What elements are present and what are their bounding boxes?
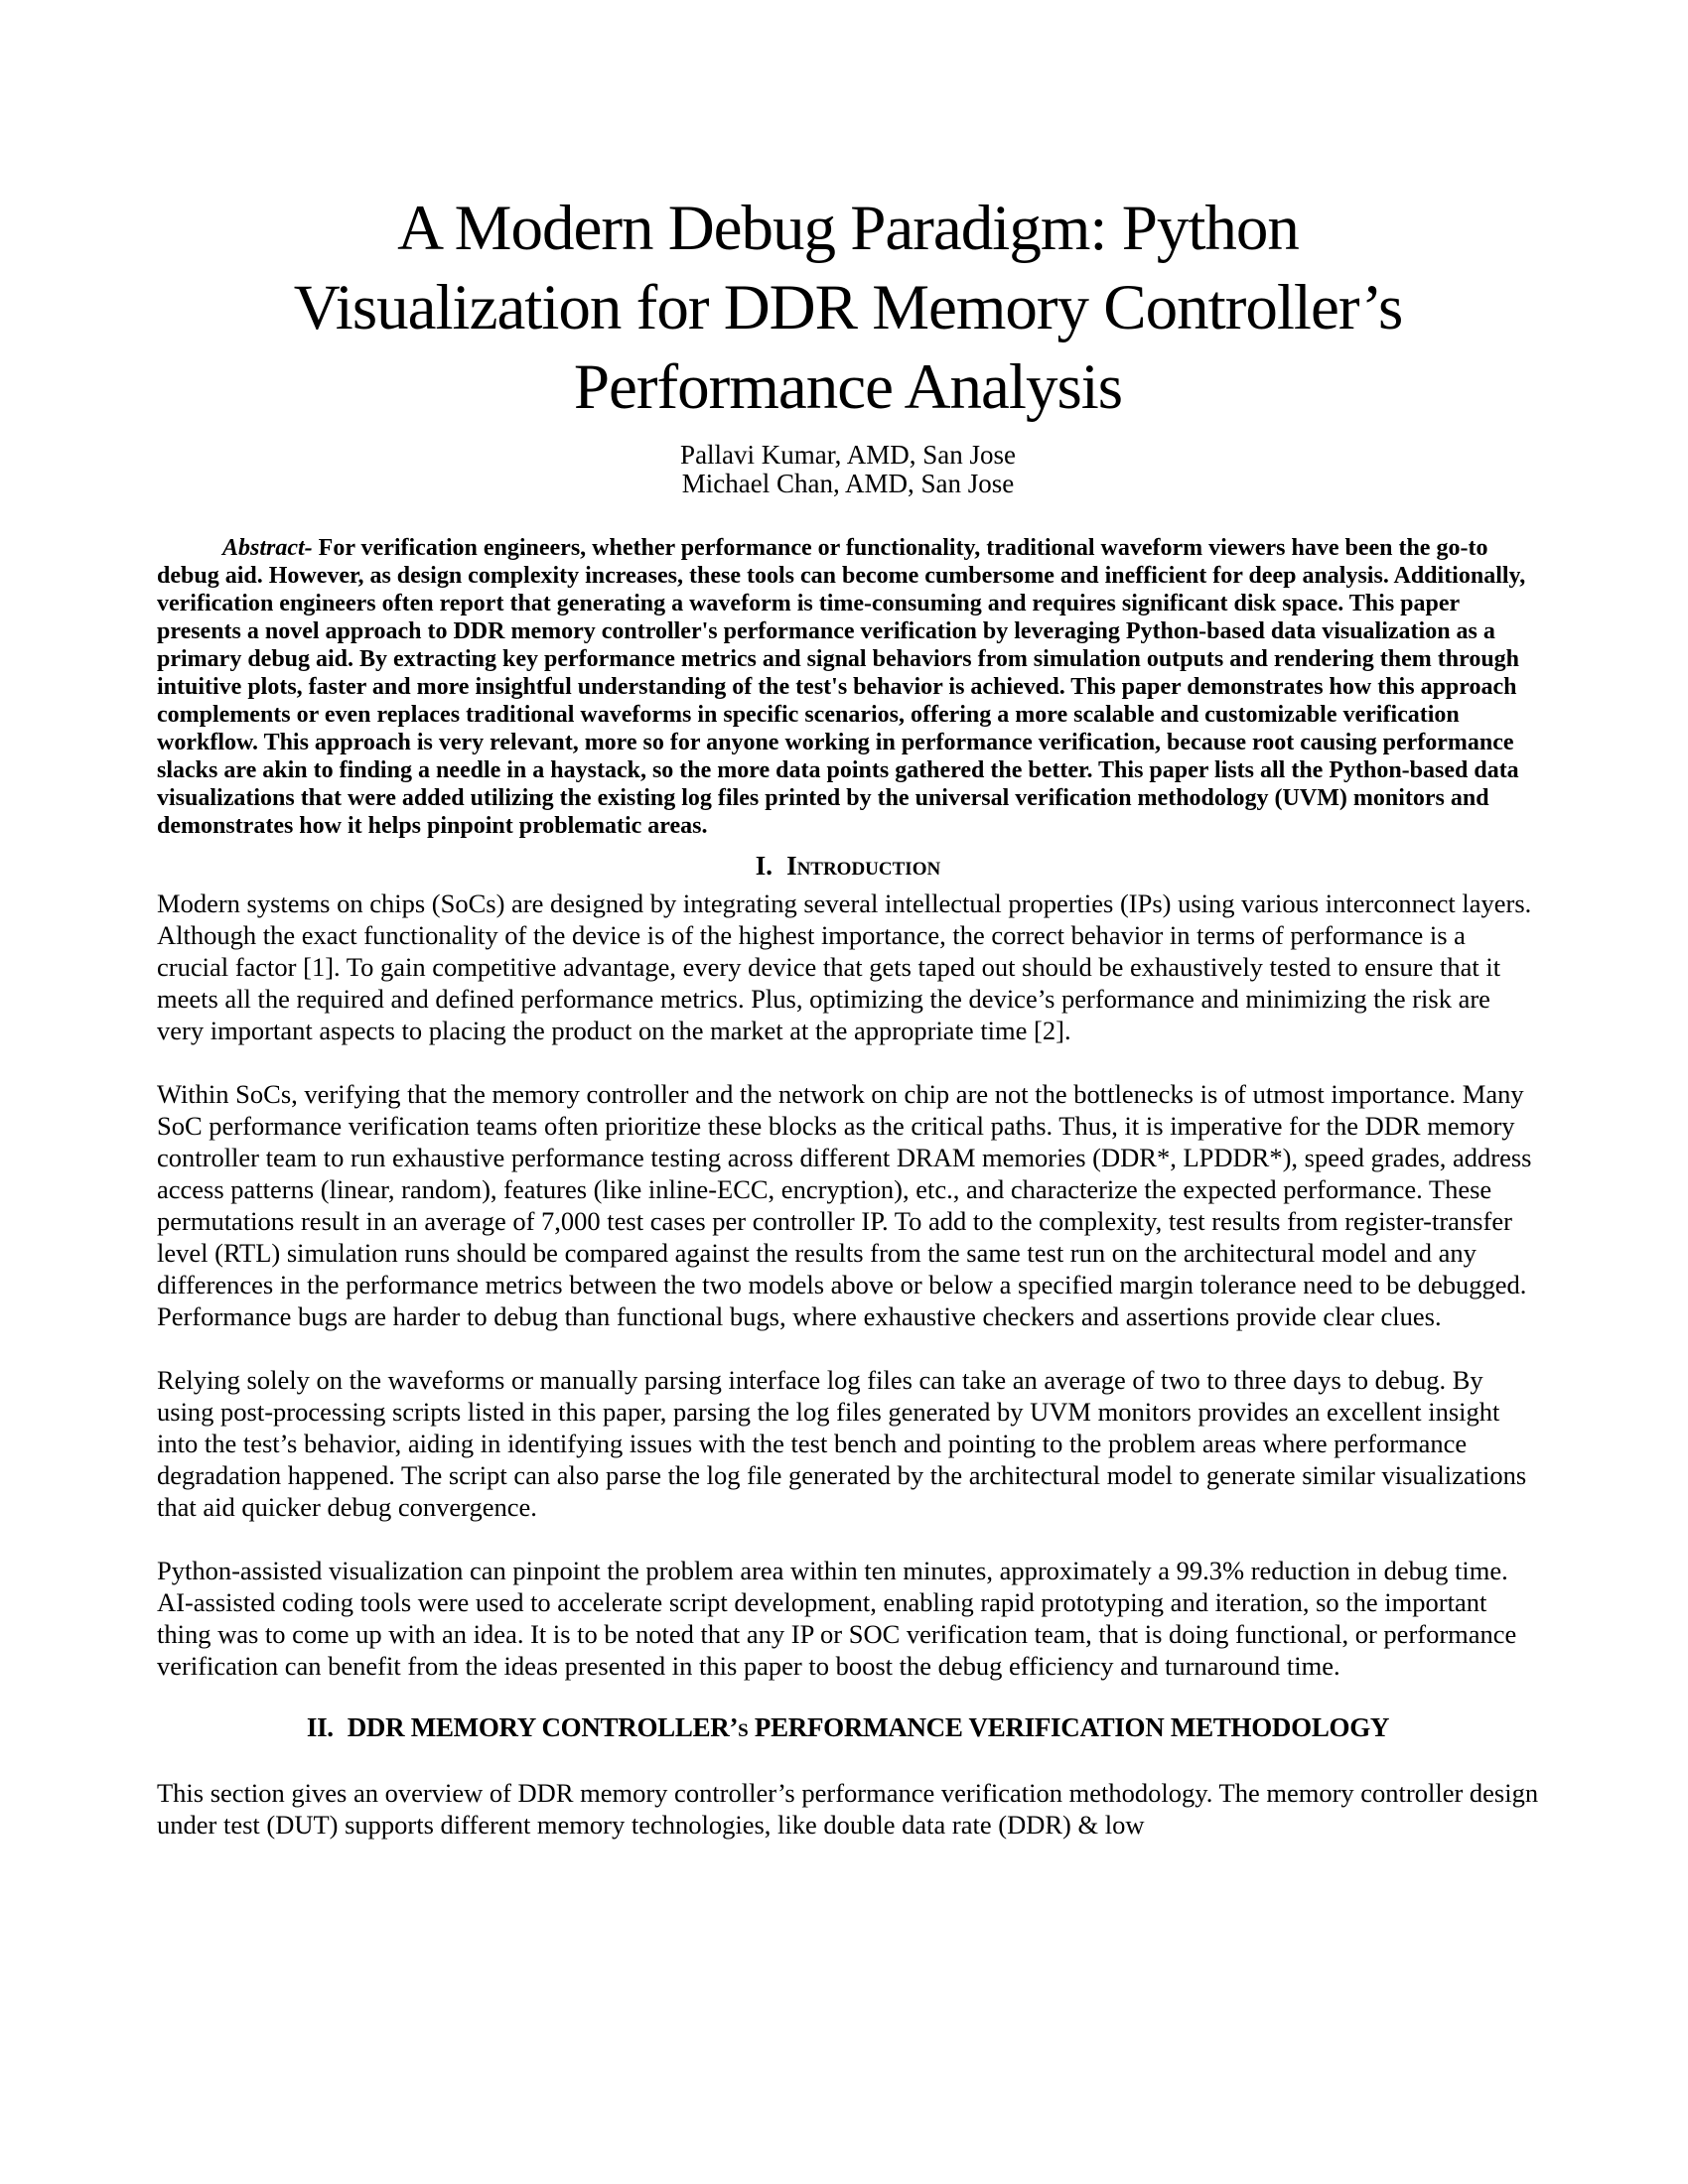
intro-paragraph-1: Modern systems on chips (SoCs) are designed by integrating several intellectual properties (IPs) using various interconnect layers. Although the exact functionality of the device is of the highest importance, the correct behavior in terms of performance is a crucial factor [1]. To gain competitive advantage, every device that gets taped out should be exhaustively tested to ensure that it meets all the required and defined performance metrics. Plus, optimizing the device’s performance and minimizing the risk are very important aspects to placing the product on the market at the appropriate time [2]. <box>157 888 1532 1045</box>
intro-paragraph-3: Relying solely on the waveforms or manually parsing interface log files can take an average of two to three days to debug. By using post-processing scripts listed in this paper, parsing the log files generated by UVM monitors provides an excellent insight into the test’s behavior, aiding in identifying issues with the test bench and pointing to the problem areas where performance degradation happened. The script can also parse the log file generated by the architectural model to generate similar visualizations that aid quicker debug convergence. <box>157 1365 1527 1522</box>
section-number: I. <box>755 851 774 881</box>
author-line-2: Michael Chan, AMD, San Jose <box>681 469 1015 498</box>
paper-title-line-2: Visualization for DDR Memory Controller’s <box>293 272 1403 343</box>
section-title: Introduction <box>786 851 941 881</box>
author-block <box>157 441 1539 498</box>
section-number: II. <box>306 1712 334 1742</box>
paper-title <box>157 189 1539 427</box>
paper-title-line-3: Performance Analysis <box>573 351 1123 423</box>
section-title: DDR MEMORY CONTROLLER’s PERFORMANCE VERIFICATION METHODOLOGY <box>347 1712 1390 1742</box>
abstract-label: Abstract- <box>222 535 313 561</box>
paper-title-line-1: A Modern Debug Paradigm: Python <box>397 193 1299 264</box>
abstract <box>157 534 1539 840</box>
intro-paragraph-4: Python-assisted visualization can pinpoint the problem area within ten minutes, approximately a 99.3% reduction in debug time. AI-assisted coding tools were used to accelerate script development, enabling rapid prototyping and iteration, so the important thing was to come up with an idea. It is to be noted that any IP or SOC verification team, that is doing functional, or performance verification can benefit from the ideas presented in this paper to boost the debug efficiency and turnaround time. <box>157 1556 1517 1681</box>
author-line-1: Pallavi Kumar, AMD, San Jose <box>680 440 1016 470</box>
section-heading-methodology <box>157 1711 1539 1743</box>
abstract-text: For verification engineers, whether performance or functionality, traditional waveform viewers have been the go-to debug aid. However, as design complexity increases, these tools can become cumbersome and inefficient for deep analysis. Additionally, verification engineers often report that generating a waveform is time-consuming and requires significant disk space. This paper presents a novel approach to DDR memory controller's performance verification by leveraging Python-based data visualization as a primary debug aid. By extracting key performance metrics and signal behaviors from simulation outputs and rendering them through intuitive plots, faster and more insightful understanding of the test's behavior is achieved. This paper demonstrates how this approach complements or even replaces traditional waveforms in specific scenarios, offering a more scalable and customizable verification workflow. This approach is very relevant, more so for anyone working in performance verification, because root causing performance slacks are akin to finding a needle in a haystack, so the more data points gathered the better. This paper lists all the Python-based data visualizations that were added utilizing the existing log files printed by the universal verification methodology (UVM) monitors and demonstrates how it helps pinpoint problematic areas. <box>157 535 1526 839</box>
section-heading-introduction <box>157 850 1539 882</box>
intro-paragraph-2: Within SoCs, verifying that the memory controller and the network on chip are not the bottlenecks is of utmost importance. Many SoC performance verification teams often prioritize these blocks as the critical paths. Thus, it is imperative for the DDR memory controller team to run exhaustive performance testing across different DRAM memories (DDR*, LPDDR*), speed grades, address access patterns (linear, random), features (like inline-ECC, encryption), etc., and characterize the expected performance. These permutations result in an average of 7,000 test cases per controller IP. To add to the complexity, test results from register-transfer level (RTL) simulation runs should be compared against the results from the same test run on the architectural model and any differences in the performance metrics between the two models above or below a specified margin tolerance need to be debugged. Performance bugs are harder to debug than functional bugs, where exhaustive checkers and assertions provide clear clues. <box>157 1079 1532 1331</box>
methodology-paragraph-1: This section gives an overview of DDR memory controller’s performance verification methodology. The memory controller design under test (DUT) supports different memory technologies, like double data rate (DDR) & low <box>157 1778 1539 1840</box>
